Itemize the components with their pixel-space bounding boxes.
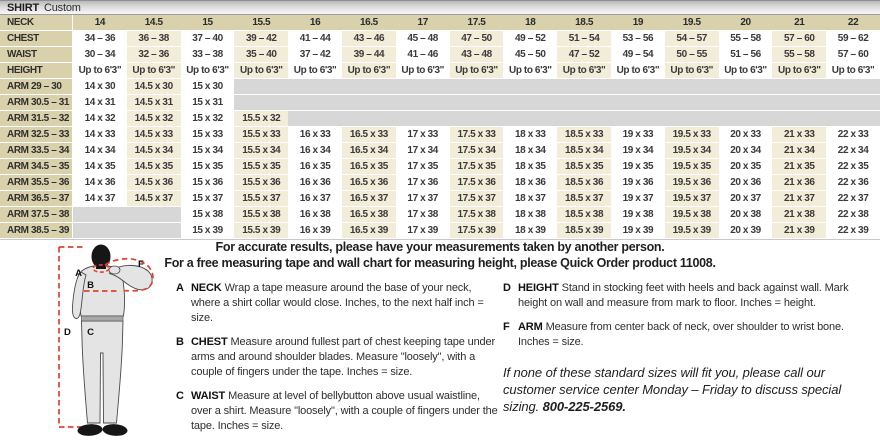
size-cell: 19 x 37 [611, 191, 665, 206]
empty-cell [611, 79, 665, 94]
size-cell: 15 x 32 [181, 111, 235, 126]
row-label-cell: ARM 34.5 – 35 [0, 159, 73, 174]
row-label-cell: ARM 33.5 – 34 [0, 143, 73, 158]
size-cell: 14.5 x 36 [127, 175, 181, 190]
size-cell: 17 x 33 [396, 127, 450, 142]
size-cell: 17 x 35 [396, 159, 450, 174]
empty-cell [127, 207, 181, 222]
empty-cell [342, 79, 396, 94]
special-sizing-note: If none of these standard sizes will fit you, please call our customer service center Monday – Friday to discuss special sizing. 800-225-2569. [503, 365, 842, 414]
table-title-bar [0, 0, 880, 15]
table-row [0, 207, 880, 223]
size-header-cell: 17 [396, 15, 450, 30]
size-cell: 17 x 34 [396, 143, 450, 158]
size-header-cell: 16 [288, 15, 342, 30]
size-cell: 17 x 39 [396, 223, 450, 238]
size-cell: 19 x 36 [611, 175, 665, 190]
size-cell: 41 – 46 [396, 47, 450, 62]
empty-cell [665, 111, 719, 126]
size-header-cell: 19.5 [665, 15, 719, 30]
empty-cell [557, 111, 611, 126]
size-cell: 22 x 38 [826, 207, 880, 222]
size-header-cell: 15.5 [234, 15, 288, 30]
size-cell: 39 – 44 [342, 47, 396, 62]
size-cell: 45 – 48 [396, 31, 450, 46]
empty-cell [73, 223, 127, 238]
size-cell: 18.5 x 37 [557, 191, 611, 206]
size-cell: 51 – 56 [719, 47, 773, 62]
size-cell: 50 – 55 [665, 47, 719, 62]
table-row [0, 191, 880, 207]
size-cell: 37 – 42 [288, 47, 342, 62]
size-cell: Up to 6'3" [288, 63, 342, 78]
size-cell: 14 x 32 [73, 111, 127, 126]
empty-cell [342, 95, 396, 110]
table-row [0, 79, 880, 95]
instruction-text: NECK Wrap a tape measure around the base of your neck, where a shirt collar would close. Inches, to the next half inch = size. [191, 282, 484, 324]
size-cell: 14 x 34 [73, 143, 127, 158]
size-cell: 14.5 x 33 [127, 127, 181, 142]
instructions-left-column [176, 281, 498, 443]
empty-cell [719, 95, 773, 110]
empty-cell [826, 111, 880, 126]
size-cell: 19.5 x 39 [665, 223, 719, 238]
size-cell: 19.5 x 33 [665, 127, 719, 142]
instruction-letter: D [503, 282, 511, 294]
size-cell: 16.5 x 37 [342, 191, 396, 206]
size-cell: 59 – 62 [826, 31, 880, 46]
size-cell: 19 x 33 [611, 127, 665, 142]
size-cell: 19 x 35 [611, 159, 665, 174]
empty-cell [611, 111, 665, 126]
size-cell: 51 – 54 [557, 31, 611, 46]
instruction-item [176, 281, 498, 326]
size-cell: 18.5 x 39 [557, 223, 611, 238]
size-cell: 47 – 50 [450, 31, 504, 46]
size-cell: 14.5 x 30 [127, 79, 181, 94]
empty-cell [234, 79, 288, 94]
size-cell: 32 – 36 [127, 47, 181, 62]
size-header-cell: 14 [73, 15, 127, 30]
size-cell: 15.5 x 35 [234, 159, 288, 174]
row-label-cell: ARM 32.5 – 33 [0, 127, 73, 142]
instruction-text: HEIGHT Stand in stocking feet with heels and back against wall. Mark height on wall and measure from mark to floor. Inches = height. [518, 282, 849, 309]
size-cell: 14 x 31 [73, 95, 127, 110]
size-cell: 14.5 x 31 [127, 95, 181, 110]
left-shoe [77, 423, 103, 436]
size-cell: 49 – 54 [611, 47, 665, 62]
size-cell: 16 x 33 [288, 127, 342, 142]
size-cell: 20 x 36 [719, 175, 773, 190]
empty-cell [665, 95, 719, 110]
row-label-cell: ARM 31.5 – 32 [0, 111, 73, 126]
size-cell: 17.5 x 37 [450, 191, 504, 206]
size-header-cell: 15 [181, 15, 235, 30]
table-row [0, 63, 880, 79]
table-row [0, 31, 880, 47]
size-cell: Up to 6'3" [772, 63, 826, 78]
size-cell: 22 x 36 [826, 175, 880, 190]
row-label-cell: NECK [0, 15, 73, 30]
instruction-term: NECK [191, 282, 222, 294]
instruction-letter: A [176, 282, 184, 294]
size-cell: 30 – 34 [73, 47, 127, 62]
instruction-text: WAIST Measure at level of bellybutton above usual waistline, over a shirt. Measure "loosely", with a couple of fingers under the tape. Inches = size. [191, 390, 498, 432]
table-row [0, 223, 880, 239]
figure-label-f: F [138, 259, 144, 270]
size-cell: 15.5 x 32 [234, 111, 288, 126]
size-cell: 16.5 x 36 [342, 175, 396, 190]
size-cell: 17 x 38 [396, 207, 450, 222]
table-row [0, 111, 880, 127]
size-cell: 22 x 34 [826, 143, 880, 158]
instruction-item [176, 389, 498, 434]
empty-cell [396, 79, 450, 94]
empty-cell [772, 95, 826, 110]
size-header-cell: 18.5 [557, 15, 611, 30]
right-shoe [102, 423, 128, 436]
size-cell: 16 x 37 [288, 191, 342, 206]
size-header-cell: 14.5 [127, 15, 181, 30]
size-header-cell: 18 [503, 15, 557, 30]
row-label-cell: ARM 38.5 – 39 [0, 223, 73, 238]
empty-cell [557, 79, 611, 94]
size-cell: 22 x 39 [826, 223, 880, 238]
size-cell: 21 x 34 [772, 143, 826, 158]
empty-cell [557, 95, 611, 110]
empty-cell [772, 111, 826, 126]
row-label-cell: ARM 37.5 – 38 [0, 207, 73, 222]
size-cell: 22 x 37 [826, 191, 880, 206]
instructions-right-column [503, 281, 875, 415]
row-label-cell: ARM 29 – 30 [0, 79, 73, 94]
size-cell: 20 x 34 [719, 143, 773, 158]
empty-cell [665, 79, 719, 94]
empty-cell [73, 207, 127, 222]
size-cell: 15 x 35 [181, 159, 235, 174]
size-cell: 14.5 x 37 [127, 191, 181, 206]
size-cell: 17.5 x 36 [450, 175, 504, 190]
size-cell: 53 – 56 [611, 31, 665, 46]
size-cell: 15 x 34 [181, 143, 235, 158]
size-cell: 18 x 38 [503, 207, 557, 222]
size-cell: 55 – 58 [719, 31, 773, 46]
intro-line-2: For a free measuring tape and wall chart for measuring height, please Quick Order product 11008. [164, 255, 716, 270]
empty-cell [826, 79, 880, 94]
instruction-item [176, 335, 498, 380]
intro-text [0, 240, 880, 271]
intro-line-1: For accurate results, please have your measurements taken by another person. [215, 240, 665, 254]
size-cell: 15 x 39 [181, 223, 235, 238]
size-cell: 16.5 x 39 [342, 223, 396, 238]
instruction-item [503, 320, 875, 350]
size-cell: 19 x 38 [611, 207, 665, 222]
empty-cell [503, 95, 557, 110]
size-cell: 16 x 36 [288, 175, 342, 190]
size-cell: 17.5 x 35 [450, 159, 504, 174]
size-cell: 18 x 35 [503, 159, 557, 174]
empty-cell [503, 79, 557, 94]
table-title: SHIRT [7, 2, 40, 14]
size-cell: Up to 6'3" [342, 63, 396, 78]
size-cell: 20 x 38 [719, 207, 773, 222]
size-cell: 21 x 39 [772, 223, 826, 238]
size-cell: Up to 6'3" [611, 63, 665, 78]
size-cell: 19 x 39 [611, 223, 665, 238]
size-cell: 18 x 37 [503, 191, 557, 206]
size-cell: 17.5 x 39 [450, 223, 504, 238]
size-cell: 15.5 x 37 [234, 191, 288, 206]
size-cell: Up to 6'3" [826, 63, 880, 78]
size-cell: 36 – 38 [127, 31, 181, 46]
size-cell: Up to 6'3" [127, 63, 181, 78]
size-cell: 17 x 36 [396, 175, 450, 190]
size-cell: 57 – 60 [772, 31, 826, 46]
size-cell: 16 x 39 [288, 223, 342, 238]
instruction-term: WAIST [191, 390, 226, 402]
size-cell: Up to 6'3" [503, 63, 557, 78]
size-cell: 16.5 x 38 [342, 207, 396, 222]
empty-cell [342, 111, 396, 126]
size-header-cell: 21 [772, 15, 826, 30]
size-cell: 16 x 38 [288, 207, 342, 222]
waistband [82, 316, 124, 321]
size-header-cell: 20 [719, 15, 773, 30]
size-header-cell: 16.5 [342, 15, 396, 30]
empty-cell [396, 95, 450, 110]
row-label-cell: WAIST [0, 47, 73, 62]
size-cell: 20 x 33 [719, 127, 773, 142]
size-cell: 54 – 57 [665, 31, 719, 46]
person-silhouette [72, 245, 152, 437]
size-cell: 22 x 33 [826, 127, 880, 142]
size-cell: 17.5 x 38 [450, 207, 504, 222]
size-header-cell: 22 [826, 15, 880, 30]
empty-cell [288, 79, 342, 94]
figure-label-b: B [87, 280, 94, 291]
size-cell: 18.5 x 33 [557, 127, 611, 142]
empty-cell [450, 79, 504, 94]
size-cell: 47 – 52 [557, 47, 611, 62]
customer-service-phone: 800-225-2569. [542, 399, 626, 414]
size-cell: 18.5 x 36 [557, 175, 611, 190]
size-cell: 18 x 36 [503, 175, 557, 190]
size-cell: 21 x 36 [772, 175, 826, 190]
neck-header-row [0, 15, 880, 31]
size-cell: 14 x 30 [73, 79, 127, 94]
size-cell: 15 x 31 [181, 95, 235, 110]
size-cell: 18.5 x 38 [557, 207, 611, 222]
size-cell: Up to 6'3" [719, 63, 773, 78]
size-cell: 19.5 x 34 [665, 143, 719, 158]
size-cell: 18.5 x 35 [557, 159, 611, 174]
size-cell: 19.5 x 35 [665, 159, 719, 174]
size-cell: 15 x 30 [181, 79, 235, 94]
size-cell: 14 x 36 [73, 175, 127, 190]
size-cell: 43 – 46 [342, 31, 396, 46]
size-cell: 16 x 34 [288, 143, 342, 158]
size-cell: 21 x 38 [772, 207, 826, 222]
size-cell: 16.5 x 33 [342, 127, 396, 142]
empty-cell [396, 111, 450, 126]
row-label-cell: ARM 30.5 – 31 [0, 95, 73, 110]
instruction-letter: B [176, 336, 184, 348]
size-cell: 21 x 35 [772, 159, 826, 174]
size-cell: 15 x 37 [181, 191, 235, 206]
instruction-term: HEIGHT [518, 282, 559, 294]
instruction-term: ARM [518, 321, 543, 333]
table-row [0, 159, 880, 175]
empty-cell [127, 223, 181, 238]
size-cell: 15 x 33 [181, 127, 235, 142]
row-label-cell: ARM 35.5 – 36 [0, 175, 73, 190]
size-cell: 35 – 40 [234, 47, 288, 62]
size-cell: 15.5 x 36 [234, 175, 288, 190]
size-cell: Up to 6'3" [181, 63, 235, 78]
size-cell: 21 x 37 [772, 191, 826, 206]
instruction-item [503, 281, 875, 311]
size-cell: 14 x 33 [73, 127, 127, 142]
empty-cell [450, 95, 504, 110]
table-subtitle: Custom [44, 2, 81, 14]
empty-cell [611, 95, 665, 110]
table-row [0, 47, 880, 63]
size-cell: 18 x 33 [503, 127, 557, 142]
size-cell: 18 x 39 [503, 223, 557, 238]
size-cell: Up to 6'3" [396, 63, 450, 78]
size-header-cell: 19 [611, 15, 665, 30]
size-cell: 17.5 x 34 [450, 143, 504, 158]
empty-cell [234, 95, 288, 110]
size-cell: 34 – 36 [73, 31, 127, 46]
size-cell: 17 x 37 [396, 191, 450, 206]
size-cell: 19.5 x 38 [665, 207, 719, 222]
size-cell: 14 x 37 [73, 191, 127, 206]
instruction-letter: F [503, 321, 510, 333]
size-cell: 18.5 x 34 [557, 143, 611, 158]
figure-label-d: D [64, 327, 71, 338]
size-cell: 14.5 x 32 [127, 111, 181, 126]
figure-label-c: C [87, 327, 94, 338]
figure-label-a: A [75, 268, 82, 279]
size-cell: 15 x 36 [181, 175, 235, 190]
size-cell: 16.5 x 34 [342, 143, 396, 158]
size-cell: 15.5 x 33 [234, 127, 288, 142]
size-cell: 22 x 35 [826, 159, 880, 174]
size-cell: 19.5 x 37 [665, 191, 719, 206]
empty-cell [450, 111, 504, 126]
size-cell: 15.5 x 34 [234, 143, 288, 158]
size-cell: 19.5 x 36 [665, 175, 719, 190]
table-row [0, 175, 880, 191]
table-row [0, 143, 880, 159]
empty-cell [288, 111, 342, 126]
table-row [0, 127, 880, 143]
size-cell: Up to 6'3" [665, 63, 719, 78]
empty-cell [288, 95, 342, 110]
empty-cell [503, 111, 557, 126]
table-row [0, 95, 880, 111]
size-cell: 37 – 40 [181, 31, 235, 46]
size-cell: Up to 6'3" [450, 63, 504, 78]
size-cell: 14 x 35 [73, 159, 127, 174]
size-cell: 16.5 x 35 [342, 159, 396, 174]
size-cell: 19 x 34 [611, 143, 665, 158]
size-table-body [0, 15, 880, 239]
size-cell: 33 – 38 [181, 47, 235, 62]
size-header-cell: 17.5 [450, 15, 504, 30]
size-cell: Up to 6'3" [73, 63, 127, 78]
size-cell: 21 x 33 [772, 127, 826, 142]
instruction-text: ARM Measure from center back of neck, over shoulder to wrist bone. Inches = size. [518, 321, 844, 348]
size-cell: 16 x 35 [288, 159, 342, 174]
size-cell: 43 – 48 [450, 47, 504, 62]
row-label-cell: CHEST [0, 31, 73, 46]
size-cell: 57 – 60 [826, 47, 880, 62]
instruction-text: CHEST Measure around fullest part of chest keeping tape under arms and around shoulder blades. Measure "loosely", with a couple of fingers under the tape. Inches = size. [191, 336, 496, 378]
size-cell: 45 – 50 [503, 47, 557, 62]
size-cell: Up to 6'3" [557, 63, 611, 78]
size-cell: 14.5 x 34 [127, 143, 181, 158]
size-cell: 17.5 x 33 [450, 127, 504, 142]
size-cell: 18 x 34 [503, 143, 557, 158]
size-cell: 20 x 39 [719, 223, 773, 238]
empty-cell [826, 95, 880, 110]
size-cell: 55 – 58 [772, 47, 826, 62]
size-cell: 49 – 52 [503, 31, 557, 46]
size-cell: 15 x 38 [181, 207, 235, 222]
row-label-cell: ARM 36.5 – 37 [0, 191, 73, 206]
size-cell: 15.5 x 38 [234, 207, 288, 222]
size-cell: 20 x 37 [719, 191, 773, 206]
size-cell: 39 – 42 [234, 31, 288, 46]
row-label-cell: HEIGHT [0, 63, 73, 78]
size-cell: Up to 6'3" [234, 63, 288, 78]
size-cell: 14.5 x 35 [127, 159, 181, 174]
instruction-letter: C [176, 390, 184, 402]
size-cell: 15.5 x 39 [234, 223, 288, 238]
empty-cell [772, 79, 826, 94]
instruction-term: CHEST [191, 336, 228, 348]
size-cell: 20 x 35 [719, 159, 773, 174]
empty-cell [719, 79, 773, 94]
size-cell: 41 – 44 [288, 31, 342, 46]
empty-cell [719, 111, 773, 126]
